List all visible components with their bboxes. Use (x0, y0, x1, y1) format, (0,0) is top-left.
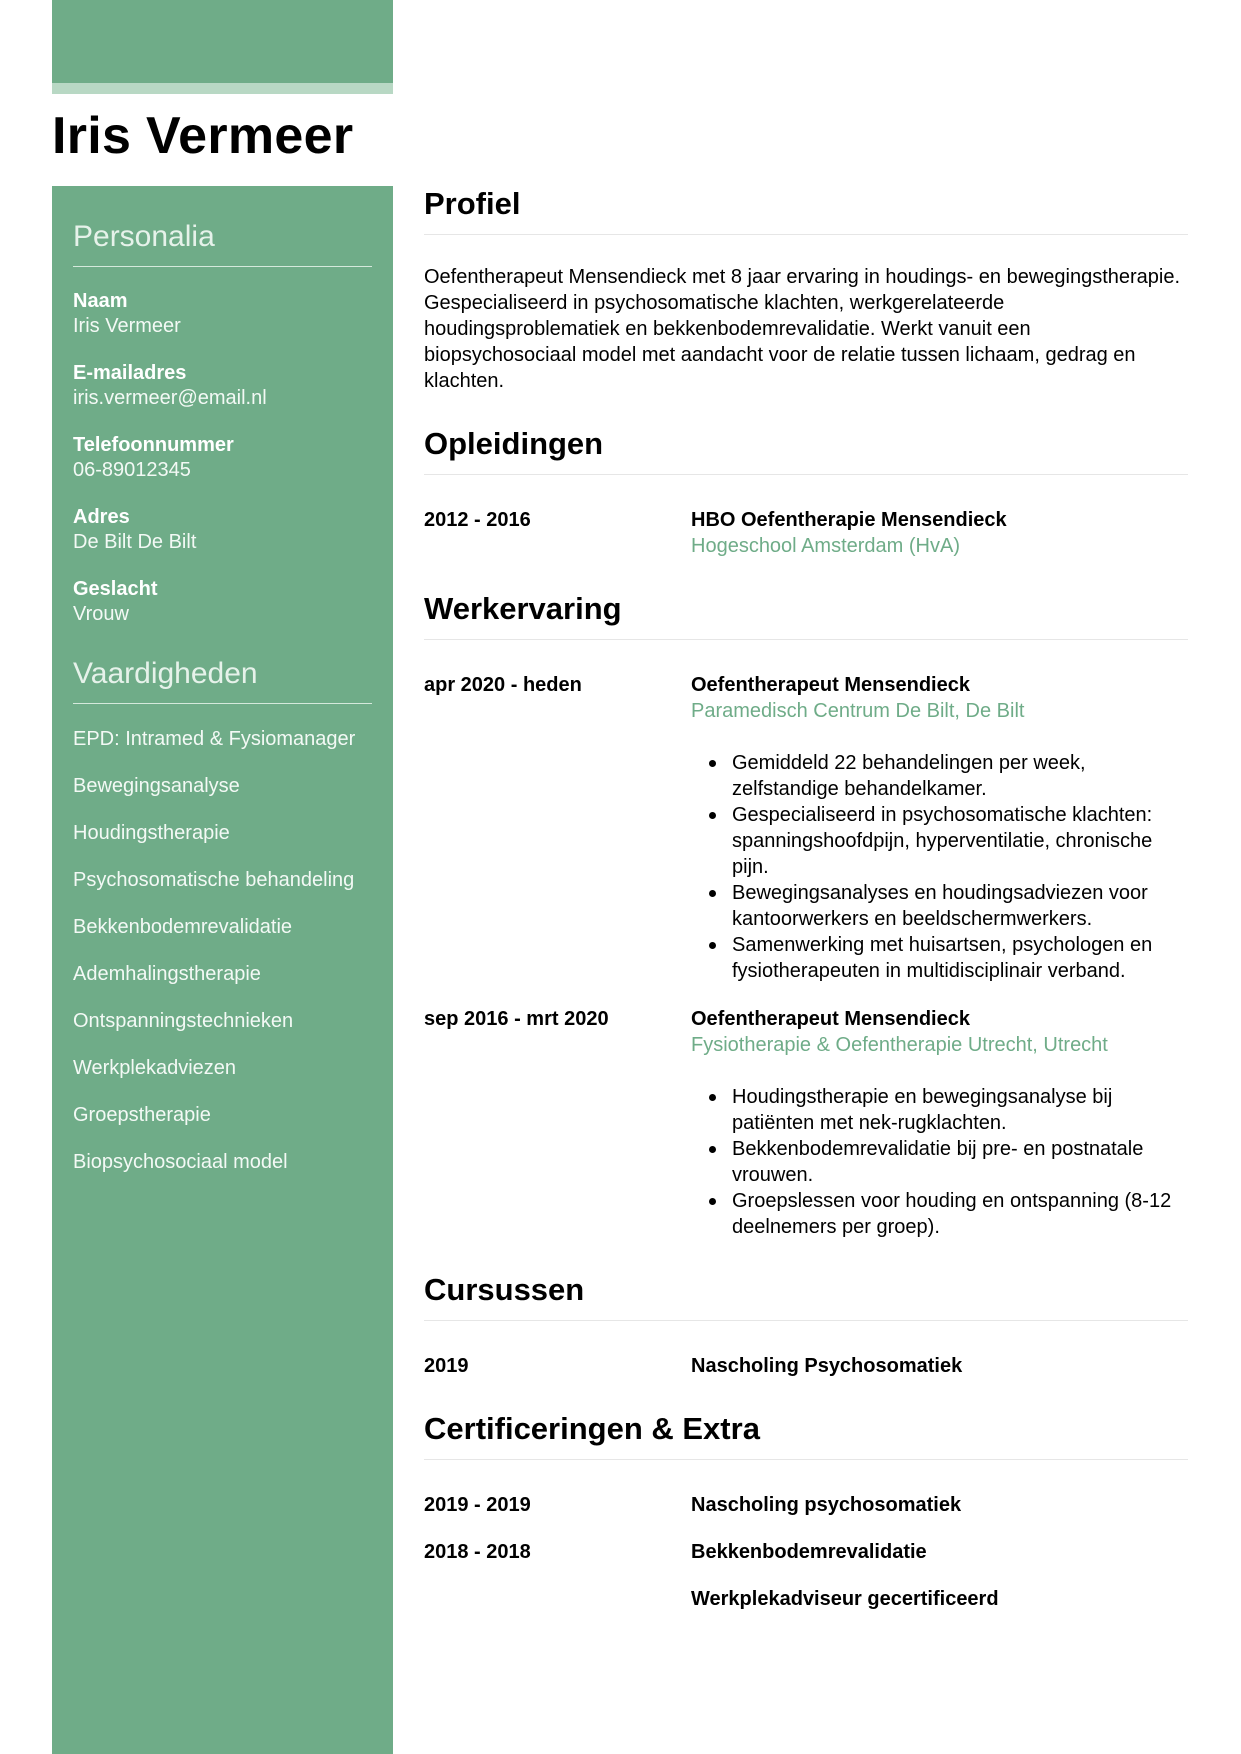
sidebar (52, 186, 393, 1754)
bullet-item: Samenwerking met huisartsen, psychologen en fysiotherapeuten in multidisciplinair verband. (732, 932, 1188, 984)
entry-title: Bekkenbodemrevalidatie (691, 1541, 927, 1563)
entry-date: 2018 - 2018 (424, 1541, 531, 1563)
entry-body (691, 1353, 1188, 1379)
entry-body (691, 1006, 1188, 1240)
personal-item-gender (73, 577, 372, 627)
experience-entry (424, 672, 1188, 984)
skill-item: Biopsychosociaal model (73, 1151, 288, 1173)
personalia-heading: Personalia (73, 220, 372, 267)
entry-body (691, 1492, 1188, 1518)
personal-label: Naam (73, 290, 128, 312)
profile-section (424, 186, 1188, 394)
personal-label: Adres (73, 506, 130, 528)
entry-title: Nascholing psychosomatiek (691, 1494, 962, 1516)
header-accent-stripe (52, 83, 393, 94)
entry-date: 2012 - 2016 (424, 509, 531, 531)
experience-entry (424, 1006, 1188, 1240)
bullet-list (691, 1084, 1188, 1240)
personal-value: Vrouw (73, 603, 129, 625)
entry-body (691, 1586, 1188, 1612)
skill-item: Ademhalingstherapie (73, 963, 261, 985)
entry-title: HBO Oefentherapie Mensendieck (691, 509, 1007, 531)
skills-list (73, 716, 372, 1186)
bullet-item: Groepslessen voor houding en ontspanning (8-12 deelnemers per groep). (732, 1188, 1188, 1240)
course-entry (424, 1353, 1188, 1379)
entry-date: 2019 - 2019 (424, 1494, 531, 1516)
courses-section (424, 1272, 1188, 1379)
bullet-list (691, 750, 1188, 984)
header-accent-band (52, 0, 393, 83)
personal-value: De Bilt De Bilt (73, 531, 197, 553)
skill-item: Groepstherapie (73, 1104, 211, 1126)
education-section (424, 426, 1188, 559)
education-heading: Opleidingen (424, 426, 1188, 475)
entry-title: Oefentherapeut Mensendieck (691, 1008, 970, 1030)
entry-employer: Paramedisch Centrum De Bilt, De Bilt (691, 700, 1025, 722)
certifications-section (424, 1411, 1188, 1612)
certification-entry (424, 1586, 1188, 1612)
main-content (424, 186, 1188, 1612)
certification-entry (424, 1492, 1188, 1518)
entry-date: sep 2016 - mrt 2020 (424, 1008, 609, 1030)
personal-value: Iris Vermeer (73, 315, 181, 337)
profile-text: Oefentherapeut Mensendieck met 8 jaar ervaring in houdings- en bewegingstherapie. Gespecialiseerd in psychosomatische klachten, werkgerelateerde houdingsproblematiek en bekkenbodemrevalidatie. Werkt vanuit een biopsychosociaal model met aandacht voor de relatie tussen lichaam, gedrag en klachten. (424, 266, 1181, 392)
entry-body (691, 507, 1188, 559)
entry-title: Nascholing Psychosomatiek (691, 1355, 963, 1377)
bullet-item: Bewegingsanalyses en houdingsadviezen voor kantoorwerkers en beeldschermwerkers. (732, 880, 1188, 932)
personal-item-naam (73, 289, 372, 339)
bullet-item: Bekkenbodemrevalidatie bij pre- en postnatale vrouwen. (732, 1136, 1188, 1188)
bullet-item: Gespecialiseerd in psychosomatische klachten: spanningshoofdpijn, hyperventilatie, chronische pijn. (732, 802, 1188, 880)
entry-date: apr 2020 - heden (424, 674, 582, 696)
certifications-heading: Certificeringen & Extra (424, 1411, 1188, 1460)
bullet-item: Gemiddeld 22 behandelingen per week, zelfstandige behandelkamer. (732, 750, 1188, 802)
entry-body (691, 1539, 1188, 1565)
personal-label: E-mailadres (73, 362, 187, 384)
personal-item-address (73, 505, 372, 555)
entry-title: Oefentherapeut Mensendieck (691, 674, 970, 696)
personal-item-email (73, 361, 372, 411)
entry-date (424, 1586, 691, 1612)
certification-entry (424, 1539, 1188, 1565)
profile-heading: Profiel (424, 186, 1188, 235)
skill-item: Bekkenbodemrevalidatie (73, 916, 293, 938)
entry-employer: Fysiotherapie & Oefentherapie Utrecht, Utrecht (691, 1034, 1108, 1056)
experience-section (424, 591, 1188, 1240)
experience-heading: Werkervaring (424, 591, 1188, 640)
skill-item: Houdingstherapie (73, 822, 230, 844)
entry-title: Werkplekadviseur gecertificeerd (691, 1588, 999, 1610)
resume-name: Iris Vermeer (52, 107, 354, 165)
personal-label: Geslacht (73, 578, 158, 600)
personal-item-phone (73, 433, 372, 483)
entry-institution: Hogeschool Amsterdam (HvA) (691, 535, 960, 557)
bullet-item: Houdingstherapie en bewegingsanalyse bij patiënten met nek-rugklachten. (732, 1084, 1188, 1136)
personal-value: iris.vermeer@email.nl (73, 387, 267, 409)
personal-label: Telefoonnummer (73, 434, 234, 456)
entry-date: 2019 (424, 1355, 469, 1377)
skill-item: Werkplekadviezen (73, 1057, 237, 1079)
skill-item: Bewegingsanalyse (73, 775, 240, 797)
skill-item: Psychosomatische behandeling (73, 869, 355, 891)
entry-body (691, 672, 1188, 984)
education-entry (424, 507, 1188, 559)
skill-item: Ontspanningstechnieken (73, 1010, 294, 1032)
personal-value: 06-89012345 (73, 459, 191, 481)
skill-item: EPD: Intramed & Fysiomanager (73, 728, 356, 750)
skills-heading: Vaardigheden (73, 657, 372, 704)
courses-heading: Cursussen (424, 1272, 1188, 1321)
